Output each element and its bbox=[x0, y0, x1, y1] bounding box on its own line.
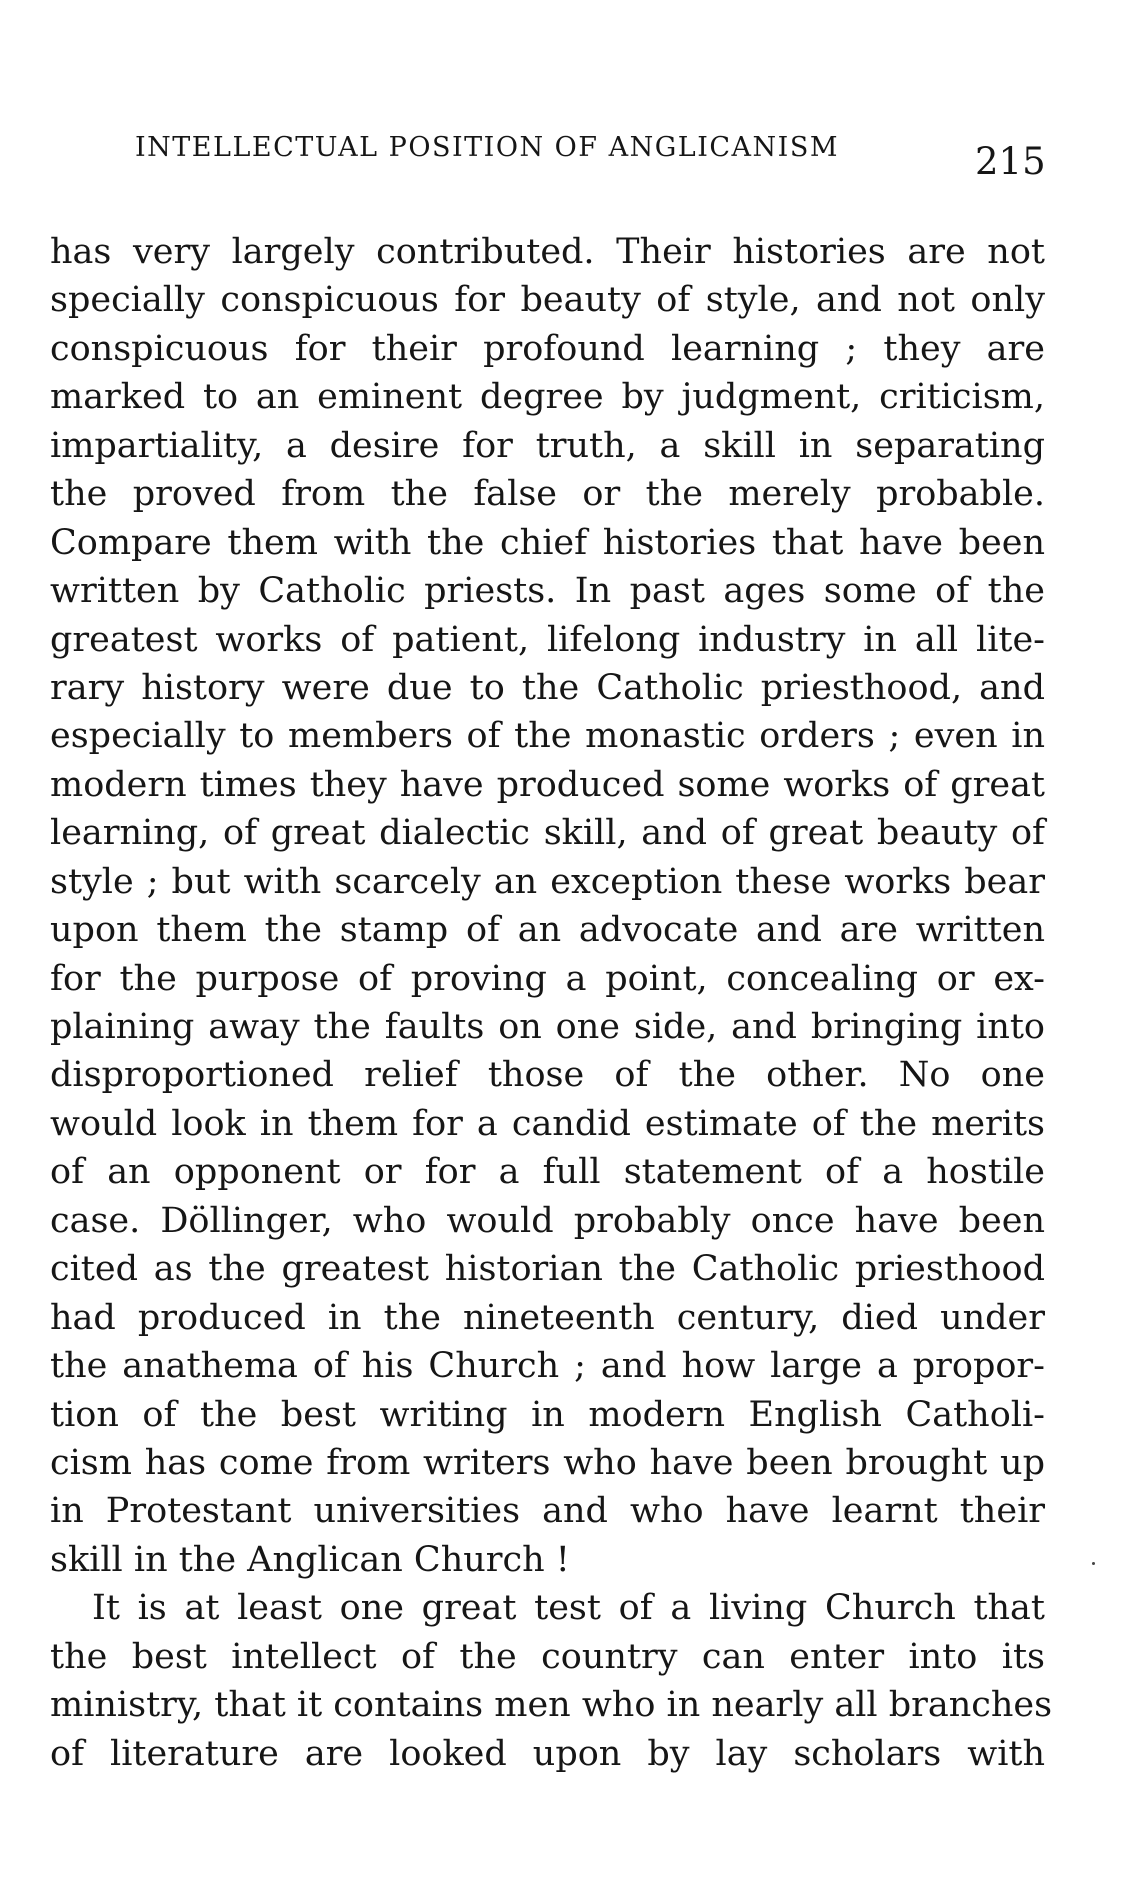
text-line: the anathema of his Church ; and how large a propor- bbox=[50, 1346, 1045, 1387]
text-line: upon them the stamp of an advocate and are written bbox=[50, 910, 1045, 951]
text-line: case. Döllinger, who would probably once have been bbox=[50, 1200, 1045, 1241]
text-line: written by Catholic priests. In past ages some of the bbox=[50, 571, 1045, 612]
text-line: greatest works of patient, lifelong industry in all lite- bbox=[50, 619, 1045, 660]
text-line: disproportioned relief those of the other. No one bbox=[50, 1055, 1045, 1096]
text-line: Compare them with the chief histories that have been bbox=[50, 522, 1045, 563]
text-line: conspicuous for their profound learning ; they are bbox=[50, 328, 1045, 369]
text-line: of literature are looked upon by lay scholars with bbox=[50, 1733, 1045, 1774]
text-line: in Protestant universities and who have learnt their bbox=[50, 1491, 1045, 1532]
text-line: tion of the best writing in modern English Catholi- bbox=[50, 1394, 1045, 1435]
text-line: style ; but with scarcely an exception these works bear bbox=[50, 861, 1045, 902]
text-line: especially to members of the monastic orders ; even in bbox=[50, 716, 1045, 757]
text-line: ministry, that it contains men who in nearly all branches bbox=[50, 1685, 1053, 1726]
text-line: rary history were due to the Catholic priesthood, and bbox=[50, 667, 1045, 708]
text-line: marked to an eminent degree by judgment, criticism, bbox=[50, 377, 1045, 418]
text-line: plaining away the faults on one side, and bringing into bbox=[50, 1007, 1045, 1047]
text-line: cism has come from writers who have been brought up bbox=[50, 1442, 1045, 1483]
text-line: of an opponent or for a full statement of a hostile bbox=[50, 1152, 1045, 1193]
body-text bbox=[50, 228, 1053, 1778]
text-line: had produced in the nineteenth century, died under bbox=[50, 1297, 1045, 1338]
text-line: the proved from the false or the merely probable. bbox=[50, 474, 1045, 515]
text-line: cited as the greatest historian the Catholic priesthood bbox=[50, 1249, 1045, 1290]
text-line: specially conspicuous for beauty of style, and not only bbox=[50, 280, 1045, 321]
page-number: 215 bbox=[975, 140, 1046, 183]
text-line: for the purpose of proving a point, concealing or ex- bbox=[50, 958, 1045, 999]
text-line: the best intellect of the country can enter into its bbox=[50, 1636, 1045, 1677]
text-line: impartiality, a desire for truth, a skill in separating bbox=[50, 425, 1045, 466]
margin-speck bbox=[1092, 1562, 1095, 1565]
text-line: would look in them for a candid estimate of the merits bbox=[50, 1103, 1045, 1144]
running-head: INTELLECTUAL POSITION OF ANGLICANISM bbox=[135, 132, 839, 163]
paragraph-end-line: skill in the Anglican Church ! bbox=[50, 1539, 570, 1580]
text-line: modern times they have produced some works of great bbox=[50, 764, 1045, 805]
text-line: learning, of great dialectic skill, and of great beauty of bbox=[50, 813, 1045, 854]
paragraph-start-line: It is at least one great test of a living Church that bbox=[92, 1588, 1045, 1629]
text-line: has very largely contributed. Their histories are not bbox=[50, 232, 1045, 272]
